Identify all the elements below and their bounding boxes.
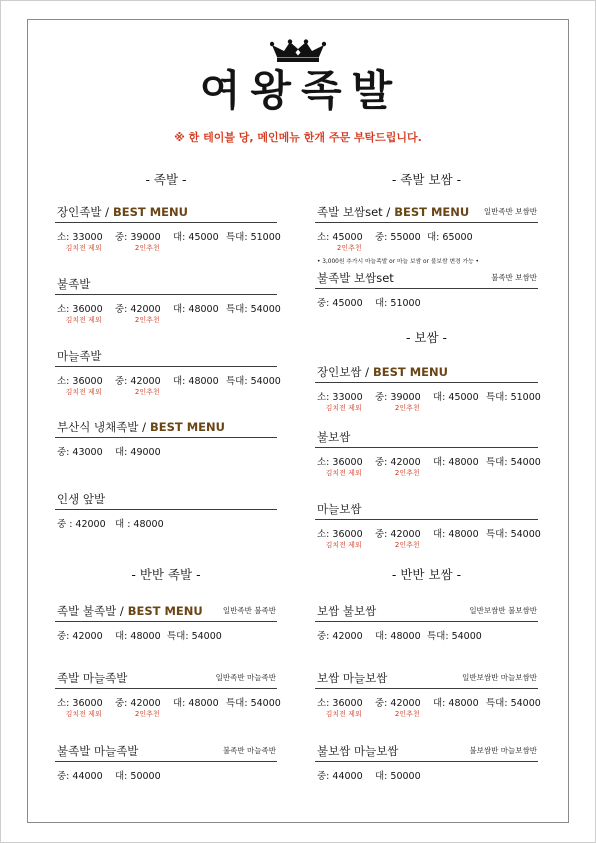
menu-item-header — [315, 744, 538, 762]
menu-item-title — [317, 744, 398, 758]
price-note: 김치전 제외 — [65, 388, 102, 396]
price-row — [315, 392, 541, 414]
menu-item-name: 장인보쌈 / — [317, 365, 369, 379]
menu-item-insaeng-apbal — [55, 492, 277, 542]
price-small — [57, 376, 103, 397]
price-row — [55, 447, 277, 469]
price-note: 2인추천 — [394, 710, 420, 718]
price-extra-large — [167, 631, 222, 643]
menu-item-title — [317, 430, 350, 444]
price-row — [55, 376, 281, 398]
price-medium — [115, 232, 161, 253]
price-note: 2인추천 — [394, 541, 420, 549]
menu-item-name: 족발 보쌈set / — [317, 205, 391, 219]
price-large — [433, 392, 479, 404]
menu-item-header — [315, 365, 538, 383]
price-text: 중: 42000 — [115, 304, 161, 315]
menu-item-name: 족발 불족발 / — [57, 604, 124, 618]
best-menu-badge: BEST MENU — [394, 205, 470, 219]
menu-item-title — [317, 365, 448, 379]
price-note: 김치전 제외 — [65, 710, 102, 718]
price-large — [433, 529, 479, 541]
price-medium — [317, 631, 363, 643]
price-extra-large — [226, 232, 281, 244]
price-row — [55, 698, 281, 720]
half-half-tag: 불보쌈반 마늘보쌈반 — [469, 746, 537, 755]
best-menu-badge: BEST MENU — [372, 365, 448, 379]
price-medium — [57, 771, 103, 783]
price-row — [315, 232, 538, 254]
price-large — [375, 298, 421, 310]
price-note: 2인추천 — [336, 244, 362, 252]
price-text: 특대: 54000 — [427, 631, 482, 642]
menu-item-name: 마늘보쌈 — [317, 502, 362, 516]
half-half-tag: 불족반 보쌈반 — [491, 273, 537, 282]
price-text: 중: 42000 — [57, 631, 103, 642]
price-row — [315, 457, 541, 479]
menu-item-maneul-bossam — [315, 502, 541, 552]
menu-item-name: 불족발 마늘족발 — [57, 744, 139, 758]
price-small — [57, 698, 103, 719]
price-row — [315, 529, 541, 551]
price-small — [317, 392, 363, 413]
price-extra-large — [427, 631, 482, 643]
price-text: 중: 39000 — [115, 232, 161, 243]
menu-item-header — [315, 205, 538, 223]
price-extra-large — [226, 698, 281, 710]
section-heading-bossam: - 보쌈 - — [405, 330, 448, 345]
price-text: 소: 36000 — [317, 457, 363, 468]
menu-item-bossam-bul-bossam — [315, 604, 538, 654]
price-text: 대: 48000 — [433, 529, 479, 540]
menu-item-header — [55, 420, 277, 438]
price-note: 2인추천 — [394, 469, 420, 477]
menu-item-title — [57, 604, 203, 618]
price-text: 소: 33000 — [317, 392, 363, 403]
price-text: 소: 36000 — [57, 376, 103, 387]
menu-item-jangin-bossam — [315, 365, 541, 415]
price-text: 중: 55000 — [375, 232, 421, 243]
price-text: 대: 50000 — [115, 771, 161, 782]
section-heading-jokbal: - 족발 - — [145, 172, 187, 187]
price-text: 특대: 54000 — [486, 457, 541, 468]
price-text: 중: 39000 — [375, 392, 421, 403]
menu-item-header — [315, 604, 538, 622]
menu-item-title — [317, 271, 394, 285]
price-large — [173, 698, 219, 710]
menu-item-bul-bossam-maneul-bossam — [315, 744, 538, 794]
menu-item-title — [317, 205, 469, 219]
price-text: 특대: 54000 — [226, 304, 281, 315]
price-large — [115, 519, 164, 531]
half-half-tag: 일반보쌈반 마늘보쌈반 — [462, 673, 537, 682]
crown-icon — [270, 39, 326, 63]
price-text: 중 : 42000 — [57, 519, 106, 530]
menu-item-bossam-maneul-bossam — [315, 671, 541, 721]
menu-item-header — [55, 604, 277, 622]
section-heading-banban-jokbal: - 반반 족발 - — [131, 567, 201, 582]
menu-item-header — [55, 671, 277, 689]
price-text: 중: 43000 — [57, 447, 103, 458]
price-text: 대: 48000 — [433, 457, 479, 468]
menu-item-name: 불보쌈 — [317, 430, 351, 444]
price-text: 대: 48000 — [173, 304, 219, 315]
menu-item-name: 보쌈 마늘보쌈 — [317, 671, 388, 685]
price-text: 소: 45000 — [317, 232, 363, 243]
upgrade-option-note: • 3,000원 추가시 마늘족발 or 마늘 보쌈 or 불보쌈 변경 가능 • — [317, 259, 479, 265]
menu-item-name: 부산식 냉채족발 / — [57, 420, 146, 434]
price-text: 중: 42000 — [115, 376, 161, 387]
price-note: 2인추천 — [394, 404, 420, 412]
price-text: 대: 48000 — [375, 631, 421, 642]
price-text: 대: 48000 — [173, 698, 219, 709]
price-large — [375, 631, 421, 643]
price-extra-large — [486, 457, 541, 469]
price-text: 특대: 54000 — [486, 529, 541, 540]
menu-item-title — [57, 671, 127, 685]
price-large — [115, 447, 161, 459]
price-large — [115, 771, 161, 783]
half-half-tag: 일반족반 보쌈반 — [483, 207, 537, 216]
price-medium — [317, 771, 363, 783]
price-text: 소: 36000 — [317, 529, 363, 540]
price-text: 대: 45000 — [433, 392, 479, 403]
price-medium — [57, 447, 103, 459]
menu-item-title — [317, 502, 361, 516]
price-row — [315, 698, 541, 720]
price-row — [55, 232, 281, 254]
menu-item-header — [55, 349, 277, 367]
price-extra-large — [486, 529, 541, 541]
price-text: 특대: 54000 — [226, 698, 281, 709]
menu-item-title — [57, 349, 101, 363]
menu-item-name: 불보쌈 마늘보쌈 — [317, 744, 399, 758]
price-extra-large — [486, 392, 541, 404]
menu-item-name: 불족발 — [57, 277, 91, 291]
price-small — [317, 232, 363, 253]
menu-item-maneul-jokbal — [55, 349, 281, 399]
menu-item-bul-bossam — [315, 430, 541, 480]
price-medium — [57, 631, 103, 643]
menu-item-header — [55, 744, 277, 762]
price-note: 김치전 제외 — [325, 469, 362, 477]
price-small — [317, 698, 363, 719]
price-small — [57, 232, 103, 253]
price-medium — [115, 376, 161, 397]
price-text: 소: 33000 — [57, 232, 103, 243]
menu-item-title — [57, 744, 138, 758]
best-menu-badge: BEST MENU — [112, 205, 188, 219]
section-heading-jokbal-bossam: - 족발 보쌈 - — [391, 172, 462, 187]
price-text: 특대: 54000 — [167, 631, 222, 642]
price-text: 중: 42000 — [115, 698, 161, 709]
price-small — [317, 457, 363, 478]
price-text: 대: 49000 — [115, 447, 161, 458]
menu-item-name: 장인족발 / — [57, 205, 109, 219]
price-text: 대: 48000 — [173, 376, 219, 387]
half-half-tag: 일반족반 불족반 — [222, 606, 276, 615]
price-row — [315, 771, 538, 793]
menu-item-busan-naengchae-jokbal — [55, 420, 277, 470]
price-note: 김치전 제외 — [325, 710, 362, 718]
price-large — [375, 771, 421, 783]
menu-item-bul-jokbal-maneul-jokbal — [55, 744, 277, 794]
price-small — [57, 304, 103, 325]
menu-item-header — [315, 271, 538, 289]
menu-item-header — [315, 430, 538, 448]
menu-item-name: 인생 앞발 — [57, 492, 106, 506]
price-text: 특대: 54000 — [226, 376, 281, 387]
price-text: 대 : 48000 — [115, 519, 164, 530]
best-menu-badge: BEST MENU — [127, 604, 203, 618]
price-row — [315, 298, 538, 320]
price-row — [55, 304, 281, 326]
price-note: 김치전 제외 — [65, 316, 102, 324]
price-medium — [375, 457, 421, 478]
price-large — [427, 232, 473, 244]
price-text: 소: 36000 — [317, 698, 363, 709]
half-half-tag: 일반보쌈반 불보쌈반 — [469, 606, 537, 615]
price-large — [173, 232, 219, 244]
price-extra-large — [486, 698, 541, 710]
price-row — [55, 771, 277, 793]
menu-item-title — [57, 277, 90, 291]
price-text: 중: 42000 — [375, 457, 421, 468]
price-medium — [375, 529, 421, 550]
menu-item-header — [55, 205, 277, 223]
price-medium — [375, 392, 421, 413]
price-note: 김치전 제외 — [325, 541, 362, 549]
restaurant-title: 여왕족발 — [199, 66, 403, 115]
price-note: 김치전 제외 — [325, 404, 362, 412]
menu-item-name: 보쌈 불보쌈 — [317, 604, 377, 618]
order-notice: ※ 한 테이블 당, 메인메뉴 한개 주문 부탁드립니다. — [174, 131, 422, 144]
price-text: 중: 42000 — [375, 529, 421, 540]
price-large — [173, 304, 219, 316]
price-extra-large — [226, 304, 281, 316]
price-text: 대: 48000 — [433, 698, 479, 709]
section-heading-banban-bossam: - 반반 보쌈 - — [391, 567, 462, 582]
price-note: 2인추천 — [134, 388, 160, 396]
menu-item-title — [317, 604, 376, 618]
menu-item-header — [55, 277, 277, 295]
price-row — [55, 631, 277, 653]
menu-item-bul-jokbal-bossam-set — [315, 271, 538, 321]
price-text: 중: 45000 — [317, 298, 363, 309]
price-text: 대: 65000 — [427, 232, 473, 243]
half-half-tag: 일반족반 마늘족반 — [215, 673, 276, 682]
price-row — [315, 631, 538, 653]
price-note: 김치전 제외 — [65, 244, 102, 252]
best-menu-badge: BEST MENU — [149, 420, 225, 434]
menu-item-bul-jokbal — [55, 277, 281, 327]
price-medium — [115, 698, 161, 719]
menu-item-jokbal-bossam-set — [315, 205, 538, 265]
price-medium — [115, 304, 161, 325]
menu-item-title — [57, 420, 225, 434]
price-medium — [57, 519, 106, 531]
half-half-tag: 불족반 마늘족반 — [222, 746, 276, 755]
price-extra-large — [226, 376, 281, 388]
price-text: 중: 42000 — [317, 631, 363, 642]
price-row — [55, 519, 277, 541]
price-text: 특대: 51000 — [486, 392, 541, 403]
menu-item-title — [57, 492, 105, 506]
price-large — [115, 631, 161, 643]
menu-item-name: 불족발 보쌈set — [317, 271, 394, 285]
price-text: 중: 44000 — [317, 771, 363, 782]
price-small — [317, 529, 363, 550]
price-note: 2인추천 — [134, 316, 160, 324]
price-text: 소: 36000 — [57, 698, 103, 709]
menu-item-jokbal-maneul-jokbal — [55, 671, 281, 721]
menu-item-header — [315, 502, 538, 520]
menu-item-jangin-jokbal — [55, 205, 281, 255]
price-note: 2인추천 — [134, 244, 160, 252]
price-text: 중: 42000 — [375, 698, 421, 709]
price-text: 특대: 54000 — [486, 698, 541, 709]
price-large — [173, 376, 219, 388]
price-text: 대: 48000 — [115, 631, 161, 642]
price-large — [433, 698, 479, 710]
menu-item-title — [317, 671, 387, 685]
menu-item-name: 족발 마늘족발 — [57, 671, 128, 685]
menu-item-jokbal-bul-jokbal — [55, 604, 277, 654]
menu-item-title — [57, 205, 188, 219]
price-text: 특대: 51000 — [226, 232, 281, 243]
price-medium — [317, 298, 363, 310]
price-large — [433, 457, 479, 469]
menu-item-header — [55, 492, 277, 510]
price-medium — [375, 698, 421, 719]
price-text: 소: 36000 — [57, 304, 103, 315]
price-medium — [375, 232, 421, 244]
menu-item-name: 마늘족발 — [57, 349, 102, 363]
price-text: 대: 51000 — [375, 298, 421, 309]
price-text: 대: 50000 — [375, 771, 421, 782]
price-text: 대: 45000 — [173, 232, 219, 243]
price-text: 중: 44000 — [57, 771, 103, 782]
price-note: 2인추천 — [134, 710, 160, 718]
menu-item-header — [315, 671, 538, 689]
